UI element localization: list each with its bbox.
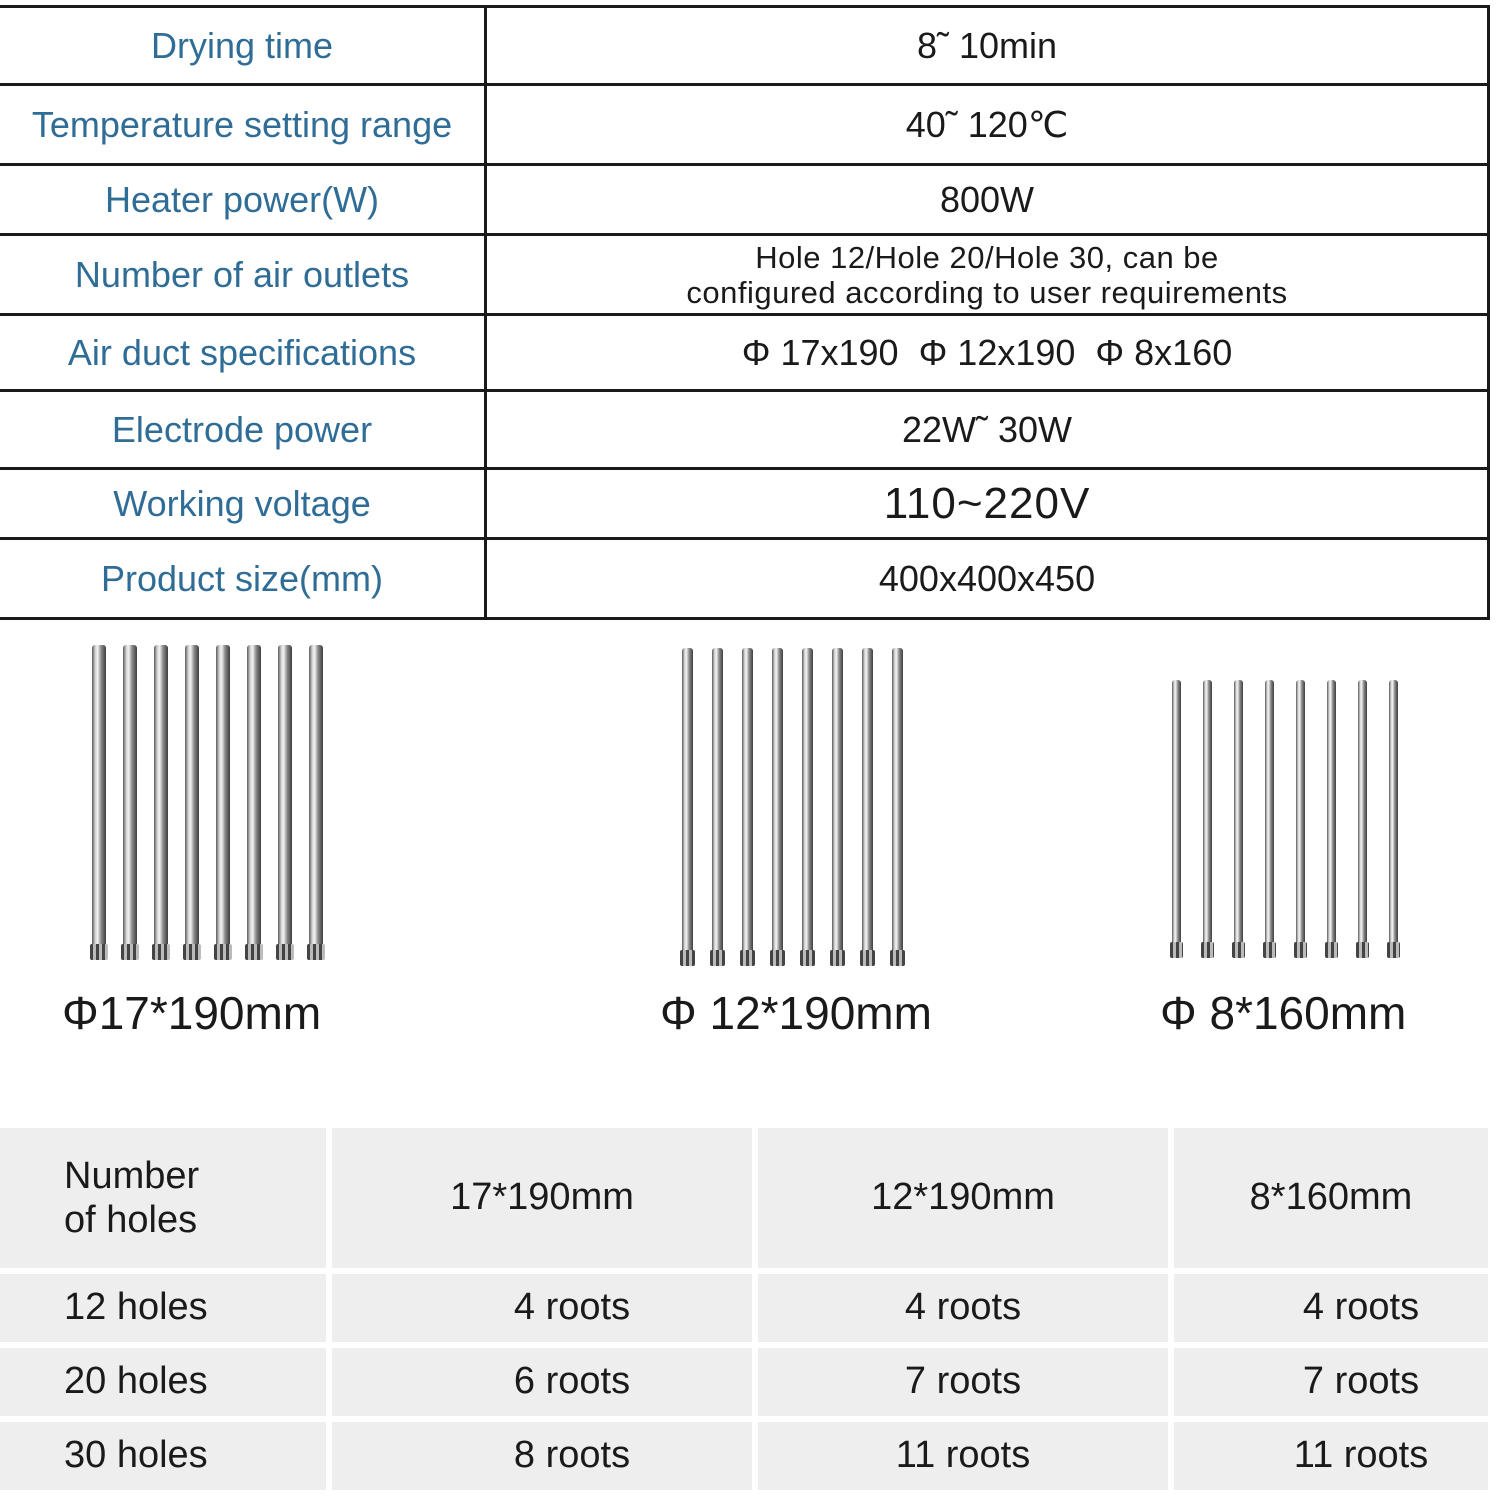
air-duct-tube (862, 648, 873, 966)
spec-label: Drying time (0, 7, 486, 85)
holes-configuration-table (0, 1122, 1494, 1496)
spec-row-air-outlets (0, 235, 1489, 315)
air-duct-tubes-8x160-image (1172, 680, 1427, 958)
spec-label: Working voltage (0, 469, 486, 539)
tube-caption: Φ17*190mm (62, 987, 322, 1039)
spec-row-working-voltage (0, 469, 1489, 539)
air-duct-tube (892, 648, 903, 966)
air-duct-tube (772, 648, 783, 966)
spec-row-air-duct (0, 315, 1489, 391)
spec-value: Φ 17x190 Φ 12x190 Φ 8x160 (486, 315, 1489, 391)
air-duct-tube (216, 645, 230, 960)
air-duct-tube (154, 645, 168, 960)
spec-label: Number of air outlets (0, 235, 486, 315)
holes-row-label: 20 holes (0, 1348, 326, 1416)
holes-row (0, 1348, 1488, 1416)
air-duct-tube (1296, 680, 1305, 958)
spec-row-temperature (0, 85, 1489, 165)
spec-label: Product size(mm) (0, 539, 486, 619)
spec-label: Air duct specifications (0, 315, 486, 391)
holes-col-header: 8*160mm (1174, 1128, 1488, 1268)
air-duct-tube (832, 648, 843, 966)
spec-label: Heater power(W) (0, 165, 486, 235)
air-duct-tube (1358, 680, 1367, 958)
spec-row-heater-power (0, 165, 1489, 235)
holes-cell: 7 roots (758, 1348, 1168, 1416)
spec-value-line: configured according to user requirements (686, 274, 1288, 310)
spec-value: 800W (486, 165, 1489, 235)
holes-cell: 4 roots (758, 1274, 1168, 1342)
spec-label: Electrode power (0, 391, 486, 469)
holes-cell: 11 roots (1174, 1422, 1488, 1490)
air-duct-tubes-17x190-image (92, 645, 347, 960)
holes-row (0, 1422, 1488, 1490)
air-duct-tube (309, 645, 323, 960)
holes-col-header: 17*190mm (332, 1128, 752, 1268)
air-duct-tube (1234, 680, 1243, 958)
air-duct-tube (247, 645, 261, 960)
holes-row-label: 30 holes (0, 1422, 326, 1490)
spec-value: 40˜ 120℃ (486, 85, 1489, 165)
holes-cell: 7 roots (1174, 1348, 1488, 1416)
tube-caption: Φ 8*160mm (1160, 987, 1407, 1039)
holes-header-line: Number (64, 1154, 200, 1197)
specification-table (0, 5, 1490, 620)
air-duct-tube (742, 648, 753, 966)
holes-cell: 8 roots (332, 1422, 752, 1490)
spec-row-electrode-power (0, 391, 1489, 469)
holes-cell: 4 roots (332, 1274, 752, 1342)
air-duct-tube (1203, 680, 1212, 958)
spec-value: 400x400x450 (486, 539, 1489, 619)
holes-row (0, 1274, 1488, 1342)
spec-row-product-size (0, 539, 1489, 619)
holes-cell: 4 roots (1174, 1274, 1488, 1342)
holes-header-line: of holes (64, 1198, 198, 1241)
air-duct-tube (1172, 680, 1181, 958)
holes-cell: 11 roots (758, 1422, 1168, 1490)
spec-value: 22W˜ 30W (486, 391, 1489, 469)
spec-value: 110~220V (486, 469, 1489, 539)
air-duct-tube (1265, 680, 1274, 958)
spec-value (486, 235, 1489, 315)
spec-row-drying-time (0, 7, 1489, 85)
holes-row-label: 12 holes (0, 1274, 326, 1342)
holes-col-header: 12*190mm (758, 1128, 1168, 1268)
tube-caption: Φ 12*190mm (660, 987, 932, 1039)
air-duct-tubes-12x190-image (682, 648, 927, 966)
air-duct-tube (712, 648, 723, 966)
air-duct-tube (123, 645, 137, 960)
air-duct-tube (185, 645, 199, 960)
air-duct-tube (1389, 680, 1398, 958)
air-duct-tube (92, 645, 106, 960)
spec-value: 8˜ 10min (486, 7, 1489, 85)
holes-cell: 6 roots (332, 1348, 752, 1416)
spec-value-line: Hole 12/Hole 20/Hole 30, can be (755, 239, 1219, 275)
holes-header-row (0, 1128, 1488, 1268)
holes-header-label (0, 1128, 326, 1268)
air-duct-tube (682, 648, 693, 966)
air-duct-tube (1327, 680, 1336, 958)
spec-label: Temperature setting range (0, 85, 486, 165)
air-duct-tube (802, 648, 813, 966)
air-duct-tube (278, 645, 292, 960)
